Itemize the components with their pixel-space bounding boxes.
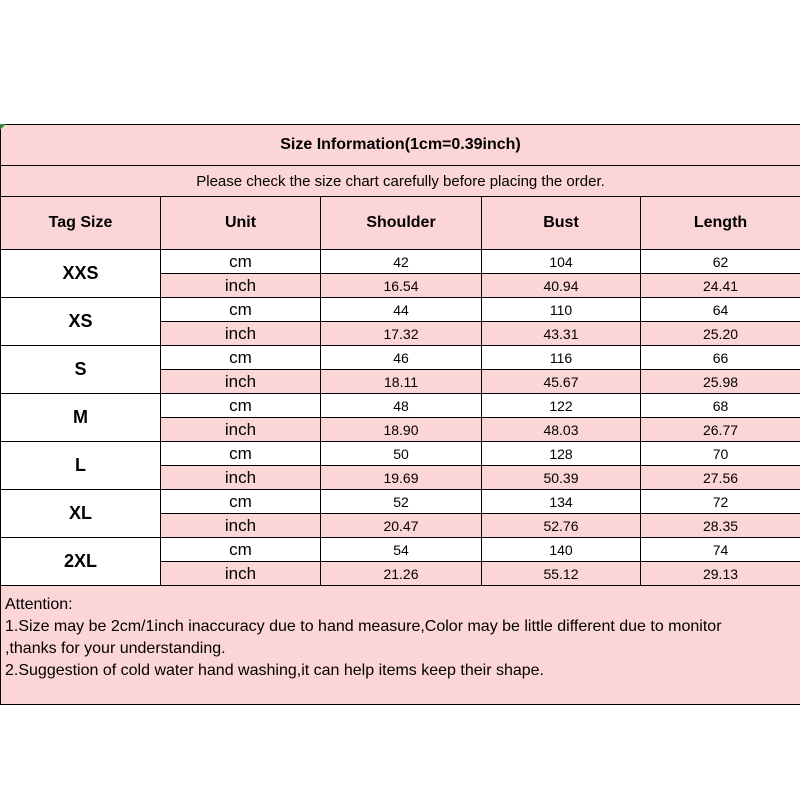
length-inch-cell: 24.41 <box>641 274 800 298</box>
shoulder-cm-cell: 44 <box>321 298 482 322</box>
unit-cell-cm: cm <box>161 298 321 322</box>
table-row <box>1 298 800 322</box>
tag-size-cell: S <box>1 346 161 394</box>
unit-cell-inch: inch <box>161 322 321 346</box>
unit-cell-cm: cm <box>161 250 321 274</box>
table-row <box>1 394 800 418</box>
bust-inch-cell: 52.76 <box>482 514 641 538</box>
bust-inch-cell: 45.67 <box>482 370 641 394</box>
tag-size-cell: XL <box>1 490 161 538</box>
table-row <box>1 250 800 274</box>
length-cm-cell: 64 <box>641 298 800 322</box>
shoulder-inch-cell: 19.69 <box>321 466 482 490</box>
attention-notes <box>1 586 800 705</box>
length-cm-cell: 68 <box>641 394 800 418</box>
header-bust: Bust <box>482 197 641 250</box>
note-line: ,thanks for your understanding. <box>5 640 226 657</box>
length-cm-cell: 62 <box>641 250 800 274</box>
header-tag-size: Tag Size <box>1 197 161 250</box>
length-cm-cell: 72 <box>641 490 800 514</box>
shoulder-inch-cell: 21.26 <box>321 562 482 586</box>
table-row <box>1 538 800 562</box>
length-cm-cell: 74 <box>641 538 800 562</box>
unit-cell-inch: inch <box>161 274 321 298</box>
shoulder-inch-cell: 18.11 <box>321 370 482 394</box>
length-cm-cell: 70 <box>641 442 800 466</box>
length-inch-cell: 25.20 <box>641 322 800 346</box>
tag-size-cell: XXS <box>1 250 161 298</box>
bust-inch-cell: 50.39 <box>482 466 641 490</box>
bust-cm-cell: 122 <box>482 394 641 418</box>
bust-cm-cell: 134 <box>482 490 641 514</box>
tag-size-cell: M <box>1 394 161 442</box>
size-table <box>0 124 800 705</box>
tag-size-cell: L <box>1 442 161 490</box>
unit-cell-cm: cm <box>161 538 321 562</box>
tag-size-cell: XS <box>1 298 161 346</box>
note-heading: Attention: <box>5 596 73 613</box>
table-row <box>1 346 800 370</box>
table-row <box>1 490 800 514</box>
bust-inch-cell: 55.12 <box>482 562 641 586</box>
chart-subtitle: Please check the size chart carefully before placing the order. <box>1 166 800 197</box>
shoulder-inch-cell: 20.47 <box>321 514 482 538</box>
unit-cell-inch: inch <box>161 466 321 490</box>
shoulder-cm-cell: 48 <box>321 394 482 418</box>
unit-cell-inch: inch <box>161 562 321 586</box>
header-unit: Unit <box>161 197 321 250</box>
bust-cm-cell: 140 <box>482 538 641 562</box>
chart-title: Size Information(1cm=0.39inch) <box>1 125 800 166</box>
note-line: 2.Suggestion of cold water hand washing,it can help items keep their shape. <box>5 662 544 679</box>
bust-cm-cell: 128 <box>482 442 641 466</box>
shoulder-inch-cell: 16.54 <box>321 274 482 298</box>
bust-inch-cell: 43.31 <box>482 322 641 346</box>
length-inch-cell: 27.56 <box>641 466 800 490</box>
size-chart <box>0 124 800 705</box>
bust-cm-cell: 110 <box>482 298 641 322</box>
header-length: Length <box>641 197 800 250</box>
unit-cell-inch: inch <box>161 514 321 538</box>
bust-inch-cell: 40.94 <box>482 274 641 298</box>
unit-cell-cm: cm <box>161 442 321 466</box>
unit-cell-cm: cm <box>161 394 321 418</box>
header-row <box>1 197 800 250</box>
unit-cell-inch: inch <box>161 418 321 442</box>
header-shoulder: Shoulder <box>321 197 482 250</box>
unit-cell-cm: cm <box>161 346 321 370</box>
shoulder-cm-cell: 50 <box>321 442 482 466</box>
shoulder-cm-cell: 42 <box>321 250 482 274</box>
length-cm-cell: 66 <box>641 346 800 370</box>
table-row <box>1 442 800 466</box>
bust-cm-cell: 116 <box>482 346 641 370</box>
length-inch-cell: 29.13 <box>641 562 800 586</box>
bust-inch-cell: 48.03 <box>482 418 641 442</box>
unit-cell-inch: inch <box>161 370 321 394</box>
shoulder-cm-cell: 46 <box>321 346 482 370</box>
tag-size-cell: 2XL <box>1 538 161 586</box>
shoulder-inch-cell: 17.32 <box>321 322 482 346</box>
unit-cell-cm: cm <box>161 490 321 514</box>
corner-accent-mark <box>0 124 6 130</box>
shoulder-inch-cell: 18.90 <box>321 418 482 442</box>
bust-cm-cell: 104 <box>482 250 641 274</box>
shoulder-cm-cell: 52 <box>321 490 482 514</box>
length-inch-cell: 26.77 <box>641 418 800 442</box>
length-inch-cell: 28.35 <box>641 514 800 538</box>
length-inch-cell: 25.98 <box>641 370 800 394</box>
note-line: 1.Size may be 2cm/1inch inaccuracy due to hand measure,Color may be little different due to monitor <box>5 618 722 635</box>
shoulder-cm-cell: 54 <box>321 538 482 562</box>
